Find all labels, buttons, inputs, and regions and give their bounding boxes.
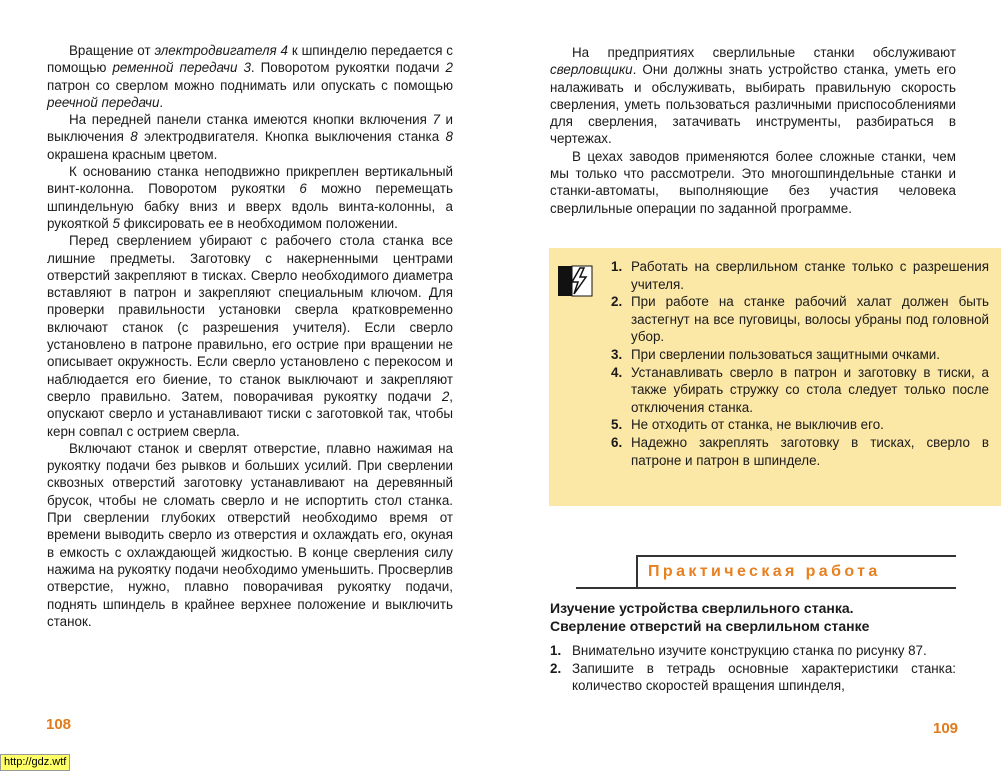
- emphasis-run: 2: [445, 60, 453, 76]
- safety-rule-text: Работать на сверлильном станке только с разрешения учителя.: [631, 259, 989, 292]
- safety-rule: [611, 346, 989, 364]
- text-run: Перед сверлением убирают с рабочего стола станка все лишние предметы. Заготовку с накерненными центрами отверстий закрепляют в тисках. Сверло необходимого диаметра вставляют в патрон и закрепляют специальным ключом. Для проверки правильности установки сверла кратковременно включают станок (с разрешения учителя). Если сверло установлено в патроне правильно, его острие при вращении не описывает окружность. Если сверло установлено с перекосом и наблюдается его биение, то станок выключают и закрепляют сверло правильно. Затем, поворачивая рукоятку подачи: [47, 233, 453, 404]
- practical-step-number: 2.: [550, 660, 562, 676]
- emphasis-run: электродвигателя 4: [154, 43, 289, 58]
- text-run: и выключения: [47, 112, 453, 145]
- safety-rule-text: Надежно закреплять заготовку в тисках, сверло в патроне и патрон в шпинделе.: [631, 434, 989, 468]
- safety-rule: [611, 293, 989, 346]
- text-run: , опускают сверло и устанавливают тиски с заготовкой так, чтобы керн совпал с острием сверла.: [47, 388, 453, 439]
- page-number-left: 108: [46, 716, 72, 733]
- paragraph: [47, 111, 453, 163]
- practical-steps-list: [550, 642, 956, 695]
- lightning-bolt-icon: [558, 262, 594, 298]
- paragraph: [47, 163, 453, 232]
- paragraph: [47, 232, 453, 440]
- paragraph: [550, 44, 956, 148]
- emphasis-run: 8: [130, 129, 138, 145]
- paragraph: [47, 440, 453, 630]
- safety-rule-number: 5.: [611, 417, 623, 433]
- practical-step-text: Внимательно изучите конструкцию станка по рисунку 87.: [572, 643, 927, 658]
- emphasis-run: сверловщики: [550, 62, 633, 78]
- text-run: окрашена красным цветом.: [47, 146, 218, 162]
- emphasis-run: 2: [441, 388, 450, 404]
- safety-rules-list: [611, 258, 989, 469]
- safety-rule-number: 3.: [611, 346, 623, 362]
- practical-work-header: [636, 555, 956, 589]
- practical-step: [550, 660, 956, 695]
- left-page: [0, 0, 500, 771]
- practical-work-heading-line-2: Сверление отверстий на сверлильном станке: [550, 617, 870, 634]
- emphasis-run: 7: [432, 112, 440, 128]
- text-run: К основанию станка неподвижно прикреплен вертикальный винт-колонна. Поворотом рукоятки: [47, 164, 453, 197]
- text-run: Вращение от: [69, 43, 155, 58]
- text-run: патрон со сверлом можно поднимать или опускать с помощью: [47, 77, 453, 93]
- practical-step: [550, 642, 956, 660]
- safety-rule-number: 1.: [611, 259, 623, 274]
- page-number-right: 109: [933, 720, 959, 737]
- left-text-column: [47, 42, 453, 630]
- emphasis-run: реечной передачи: [47, 94, 160, 110]
- text-run: В цехах заводов применяются более сложные станки, чем мы только что рассмотрели. Это многошпиндельные станки и станки-автоматы, выполняющие без участия человека сверлильные операции по заданной программе.: [550, 148, 956, 216]
- practical-step-number: 1.: [550, 643, 562, 658]
- safety-rule: [611, 258, 989, 293]
- right-page: [500, 0, 1001, 771]
- safety-rule: [611, 364, 989, 417]
- text-run: . Поворотом рукоятки подачи: [250, 60, 446, 76]
- safety-rule-number: 6.: [611, 434, 623, 450]
- text-run: . Они должны знать устройство станка, уметь его налаживать и обслуживать, выбирать правильную скорость сверления, уметь пользоваться различными приспособлениями для сверления, затачивать инструменты, разбираться в чертежах.: [550, 62, 956, 147]
- safety-rule: [611, 434, 989, 469]
- safety-rule-text: Не отходить от станка, не выключив его.: [631, 417, 884, 433]
- practical-work-heading: [550, 600, 960, 635]
- safety-rule-number: 2.: [611, 294, 623, 310]
- safety-rule-number: 4.: [611, 364, 623, 380]
- safety-rule-text: При работе на станке рабочий халат должен быть застегнут на все пуговицы, волосы убраны под головной убор.: [631, 294, 989, 345]
- practical-step-text: Запишите в тетрадь основные характеристики станка: количество скоростей вращения шпинделя,: [572, 660, 956, 693]
- right-text-column: [550, 44, 956, 217]
- text-run: На передней панели станка имеются кнопки включения: [69, 112, 433, 128]
- text-run: можно перемещать шпиндельную бабку вниз и вверх вдоль винта-колонны, а рукояткой: [47, 181, 453, 231]
- emphasis-run: 8: [445, 129, 453, 145]
- text-run: к шпинделю передается с помощью: [47, 43, 453, 76]
- text-run: .: [159, 94, 164, 110]
- text-run: фиксировать ее в необходимом положении.: [119, 215, 398, 231]
- safety-rule: [611, 416, 989, 434]
- source-url-label[interactable]: http://gdz.wtf: [0, 754, 70, 771]
- emphasis-run: ременной передачи 3: [112, 60, 251, 76]
- safety-rule-text: При сверлении пользоваться защитными очками.: [631, 346, 941, 362]
- text-run: электродвигателя. Кнопка выключения станка: [137, 129, 446, 145]
- practical-work-title: Практическая работа: [648, 563, 881, 580]
- text-run: На предприятиях сверлильные станки обслуживают: [572, 45, 956, 60]
- emphasis-run: 5: [112, 215, 120, 231]
- safety-rule-text: Устанавливать сверло в патрон и заготовку в тиски, а также убирать стружку со стола следует только после отключения станка.: [631, 364, 989, 415]
- text-run: Включают станок и сверлят отверстие, плавно нажимая на рукоятку подачи без рывков и больших усилий. При сверлении сквозных отверстий заготовку устанавливают на деревянный брусок, чтобы не сломать сверло и не испортить стол станка. При сверлении глубоких отверстий необходимо время от времени выводить сверло из отверстия и охлаждать его, окуная в емкость с охлаждающей жидкостью. В конце сверления силу нажима на рукоятку подачи необходимо уменьшить. Просверлив отверстие, нужно, плавно поворачивая рукоятку подачи, поднять шпиндель в крайнее верхнее положение и выключить станок.: [47, 440, 453, 629]
- paragraph: [47, 42, 453, 111]
- safety-rules-box: [549, 248, 1001, 506]
- practical-work-heading-line-1: Изучение устройства сверлильного станка.: [550, 600, 854, 616]
- paragraph: [550, 148, 956, 217]
- emphasis-run: 6: [299, 181, 307, 197]
